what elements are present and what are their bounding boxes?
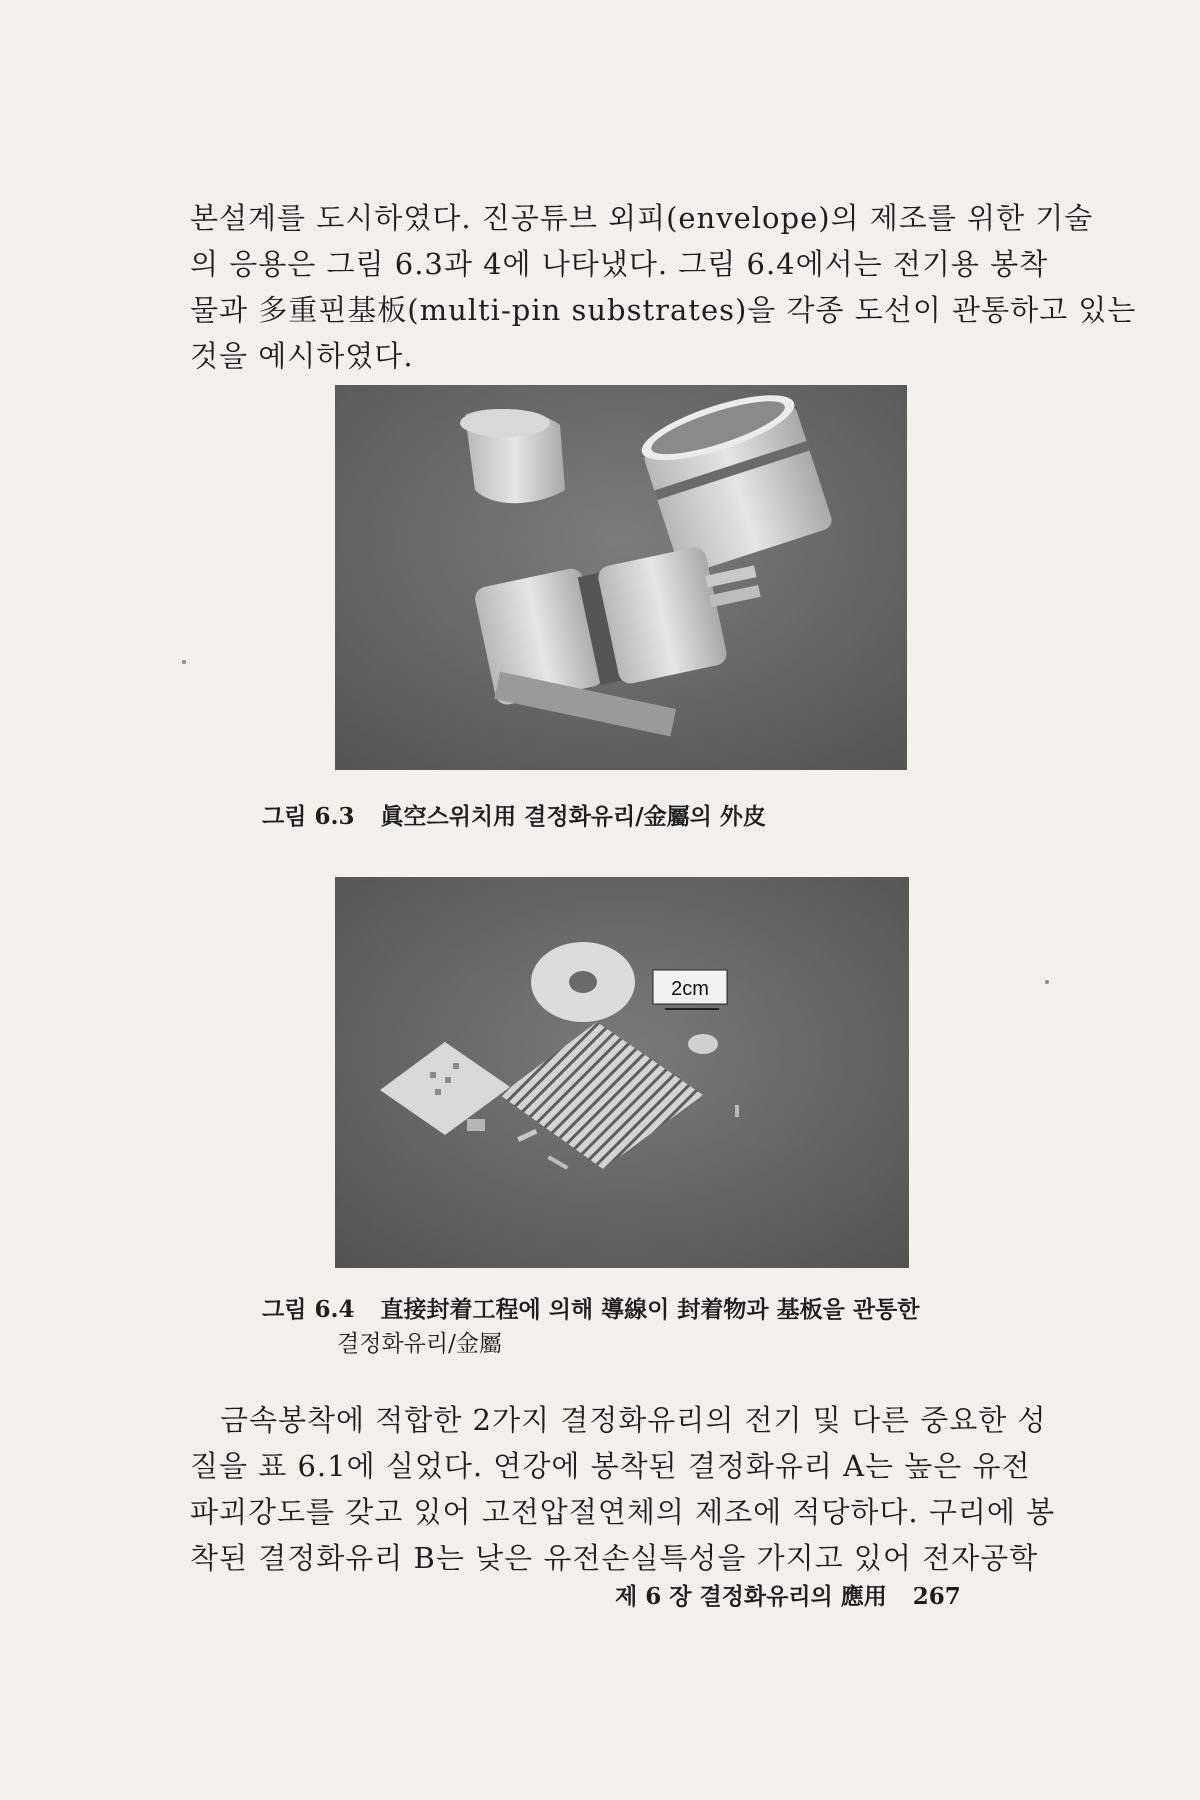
text-line: 금속봉착에 적합한 2가지 결정화유리의 전기 및 다른 중요한 성 [220,1403,1047,1437]
text-line: 착된 결정화유리 B는 낮은 유전손실특성을 가지고 있어 전자공학 [190,1541,1039,1575]
text-line: 것을 예시하였다. [190,339,414,373]
scan-speck [182,660,186,664]
text-line: 물과 多重핀基板(multi-pin substrates)을 각종 도선이 관통하고 있는 [190,293,1137,327]
figure-6-3-photo [335,385,907,770]
page-footer [615,1578,961,1611]
caption-text-continued: 결정화유리/金屬 [337,1331,502,1357]
text-line: 의 응용은 그림 6.3과 4에 나타냈다. 그림 6.4에서는 전기용 봉착 [190,247,1049,281]
figure-label: 그림 6.3 [262,803,355,830]
figure-6-3-caption [262,800,766,834]
figure-label: 그림 6.4 [262,1296,355,1323]
text-line: 파괴강도를 갖고 있어 고전압절연체의 제조에 적당하다. 구리에 봉 [190,1495,1056,1529]
figure-6-4-caption [262,1293,919,1361]
multi-pin-substrates-image [335,877,909,1268]
paragraph-top [190,195,1137,379]
figure-6-4-photo [335,877,909,1268]
chapter-title: 제 6 장 결정화유리의 應用 [615,1583,887,1610]
text-line: 본설계를 도시하였다. 진공튜브 외피(envelope)의 제조를 위한 기술 [190,201,1094,235]
scale-label: 2cm [671,978,709,1000]
vacuum-switch-envelopes-image [335,385,907,770]
caption-text: 直接封着工程에 의해 導線이 封着物과 基板을 관통한 [380,1296,920,1323]
caption-text: 眞空스위치用 결정화유리/金屬의 外皮 [380,803,766,830]
page-number: 267 [912,1583,961,1610]
text-line: 질을 표 6.1에 실었다. 연강에 봉착된 결정화유리 A는 높은 유전 [190,1449,1031,1483]
paragraph-bottom [190,1397,1056,1581]
scan-speck [1045,980,1049,984]
